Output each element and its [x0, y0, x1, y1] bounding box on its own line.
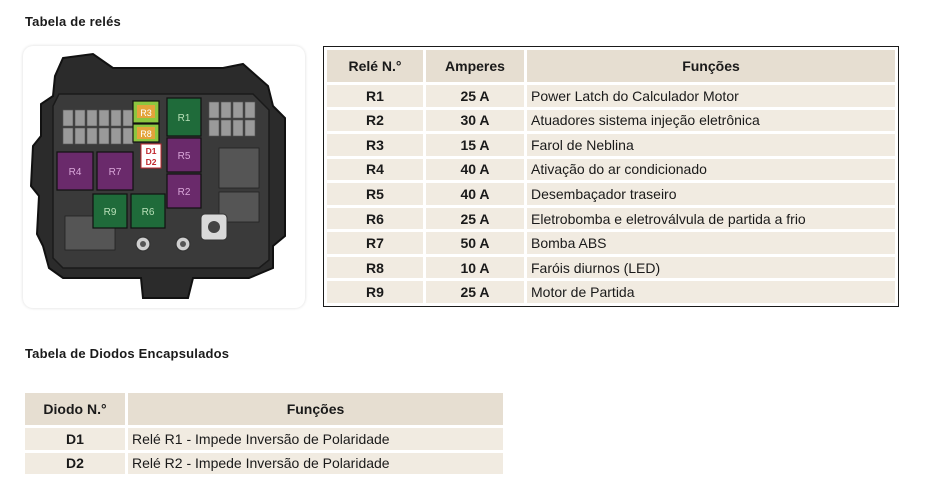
relay-id: R7	[327, 232, 423, 254]
relay-function: Motor de Partida	[524, 281, 895, 303]
relay-r3-label: R3	[140, 108, 152, 118]
relay-r6-label: R6	[141, 207, 155, 218]
fuse-box-diagram	[23, 46, 305, 308]
table-row	[327, 85, 895, 107]
relay-r5-label: R5	[177, 151, 191, 162]
relay-table-title: Tabela de relés	[25, 14, 121, 29]
relay-amps: 30 A	[423, 110, 524, 132]
table-row	[327, 159, 895, 181]
diode-col-header-id: Diodo N.°	[25, 393, 125, 425]
diode-id: D1	[25, 428, 125, 450]
relay-amps: 15 A	[423, 134, 524, 156]
relay-col-header-functions: Funções	[524, 50, 895, 82]
relay-id: R9	[327, 281, 423, 303]
relay-id: R4	[327, 159, 423, 181]
relay-amps: 25 A	[423, 208, 524, 230]
relay-col-header-amps: Amperes	[423, 50, 524, 82]
relay-r2-label: R2	[177, 187, 191, 198]
diode-id: D2	[25, 453, 125, 475]
relay-r4-label: R4	[68, 167, 82, 178]
relay-id: R1	[327, 85, 423, 107]
relay-id: R6	[327, 208, 423, 230]
relay-id: R3	[327, 134, 423, 156]
relay-function: Faróis diurnos (LED)	[524, 257, 895, 279]
relay-r7-label: R7	[108, 167, 122, 178]
relay-amps: 40 A	[423, 183, 524, 205]
table-row	[327, 110, 895, 132]
diode-function: Relé R1 - Impede Inversão de Polaridade	[125, 428, 503, 450]
relay-function: Power Latch do Calculador Motor	[524, 85, 895, 107]
relay-id: R2	[327, 110, 423, 132]
relay-r8-label: R8	[140, 129, 152, 139]
diode-table	[25, 390, 503, 477]
table-row	[327, 281, 895, 303]
relay-amps: 40 A	[423, 159, 524, 181]
table-row	[327, 208, 895, 230]
relay-table-header-row	[327, 50, 895, 82]
table-row	[327, 183, 895, 205]
relay-function: Ativação do ar condicionado	[524, 159, 895, 181]
relay-function: Bomba ABS	[524, 232, 895, 254]
relay-amps: 10 A	[423, 257, 524, 279]
relay-col-header-id: Relé N.°	[327, 50, 423, 82]
relay-function: Atuadores sistema injeção eletrônica	[524, 110, 895, 132]
fuse-box-illustration	[23, 46, 305, 308]
relay-amps: 50 A	[423, 232, 524, 254]
diode-function: Relé R2 - Impede Inversão de Polaridade	[125, 453, 503, 475]
relay-r9-label: R9	[103, 207, 117, 218]
diode-col-header-functions: Funções	[125, 393, 503, 425]
diode-table-title: Tabela de Diodos Encapsulados	[25, 346, 230, 361]
relay-amps: 25 A	[423, 281, 524, 303]
table-row	[327, 134, 895, 156]
relay-table	[323, 46, 899, 307]
relay-id: R5	[327, 183, 423, 205]
diode-d1-label: D1	[145, 146, 157, 156]
diode-d2-label: D2	[145, 157, 157, 167]
table-row	[25, 453, 503, 475]
relay-r1-label: R1	[177, 113, 191, 124]
diode-table-header-row	[25, 393, 503, 425]
table-row	[327, 257, 895, 279]
table-row	[327, 232, 895, 254]
relay-function: Desembaçador traseiro	[524, 183, 895, 205]
relay-id: R8	[327, 257, 423, 279]
table-row	[25, 428, 503, 450]
relay-function: Eletrobomba e eletroválvula de partida a frio	[524, 208, 895, 230]
relay-function: Farol de Neblina	[524, 134, 895, 156]
relay-amps: 25 A	[423, 85, 524, 107]
